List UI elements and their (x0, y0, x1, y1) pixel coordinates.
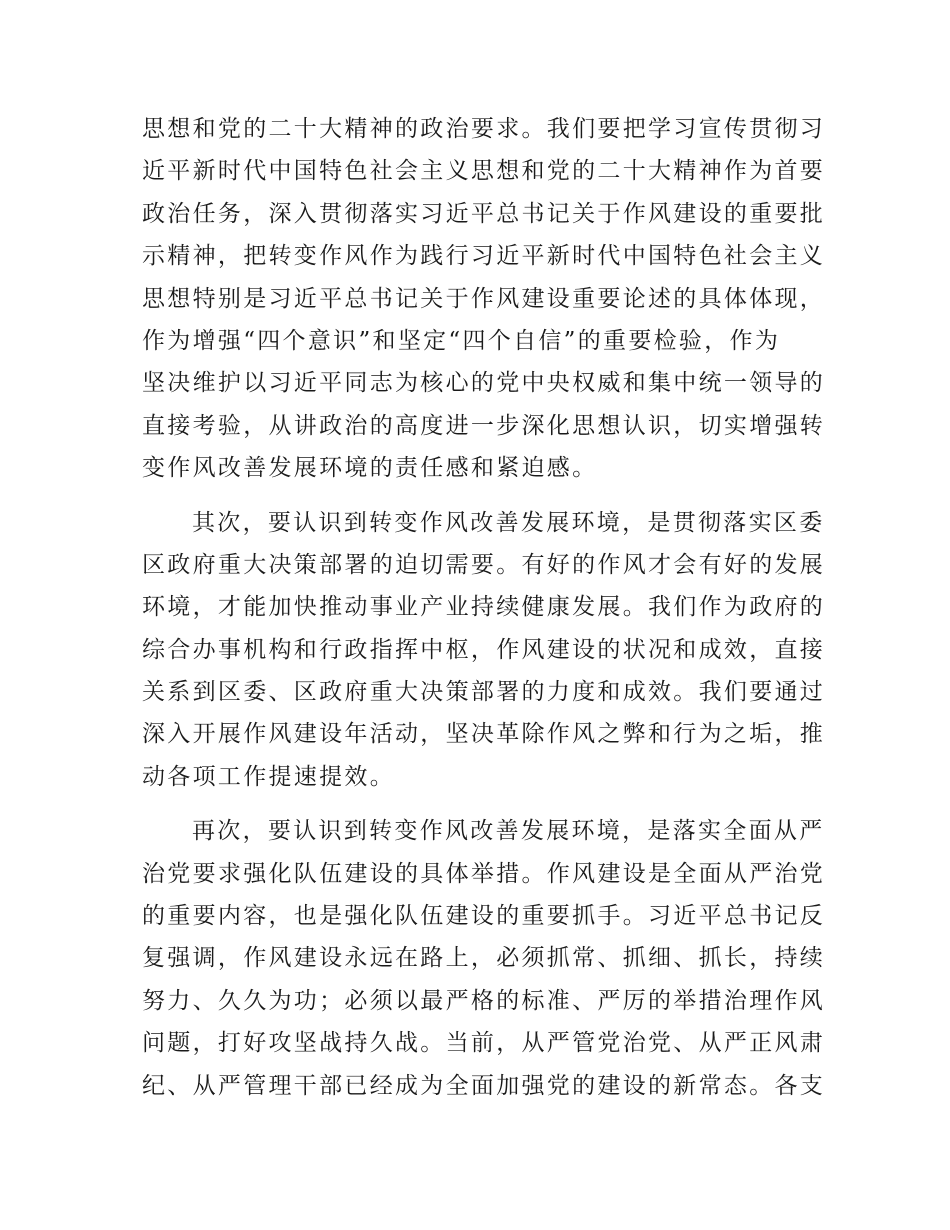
text-line: 努力、久久为功；必须以最严格的标准、严厉的举措治理作风 (142, 987, 826, 1014)
text-line: 综合办事机构和行政指挥中枢，作风建设的状况和成效，直接 (142, 636, 826, 663)
text-line: 区政府重大决策部署的迫切需要。有好的作风才会有好的发展 (142, 551, 826, 578)
text-line: 示精神，把转变作风作为践行习近平新时代中国特色社会主义 (142, 243, 826, 270)
text-line: 问题，打好攻坚战持久战。当前，从严管党治党、从严正风肃 (142, 1030, 826, 1057)
text-line: 其次，要认识到转变作风改善发展环境，是贯彻落实区委 (192, 509, 825, 536)
text-line: 近平新时代中国特色社会主义思想和党的二十大精神作为首要 (142, 158, 826, 185)
text-line: 再次，要认识到转变作风改善发展环境，是落实全面从严 (192, 818, 825, 845)
text-line: 复强调，作风建设永远在路上，必须抓常、抓细、抓长，持续 (142, 945, 826, 972)
text-line: 变作风改善发展环境的责任感和紧迫感。 (142, 455, 598, 482)
paragraph-1 (142, 108, 826, 490)
text-line: 纪、从严管理干部已经成为全面加强党的建设的新常态。各支 (142, 1072, 826, 1099)
text-line: 深入开展作风建设年活动，坚决革除作风之弊和行为之垢，推 (142, 721, 826, 748)
text-line: 思想特别是习近平总书记关于作风建设重要论述的具体体现， (142, 285, 826, 312)
text-line: 动各项工作提速提效。 (142, 763, 395, 790)
text-line: 思想和党的二十大精神的政治要求。我们要把学习宣传贯彻习 (142, 116, 826, 142)
paragraph-2 (142, 502, 826, 799)
text-line: 坚决维护以习近平同志为核心的党中央权威和集中统一领导的 (142, 370, 826, 397)
text-line: 关系到区委、区政府重大决策部署的力度和成效。我们要通过 (142, 679, 826, 706)
document-body (142, 108, 826, 1107)
text-line: 的重要内容，也是强化队伍建设的重要抓手。习近平总书记反 (142, 903, 826, 930)
paragraph-3 (142, 810, 826, 1107)
text-line: 作为增强“四个意识”和坚定“四个自信”的重要检验，作为 (142, 327, 781, 354)
text-line: 治党要求强化队伍建设的具体举措。作风建设是全面从严治党 (142, 860, 826, 887)
text-line: 环境，才能加快推动事业产业持续健康发展。我们作为政府的 (142, 594, 826, 621)
text-line: 直接考验，从讲政治的高度进一步深化思想认识，切实增强转 (142, 412, 826, 439)
text-line: 政治任务，深入贯彻落实习近平总书记关于作风建设的重要批 (142, 200, 826, 227)
